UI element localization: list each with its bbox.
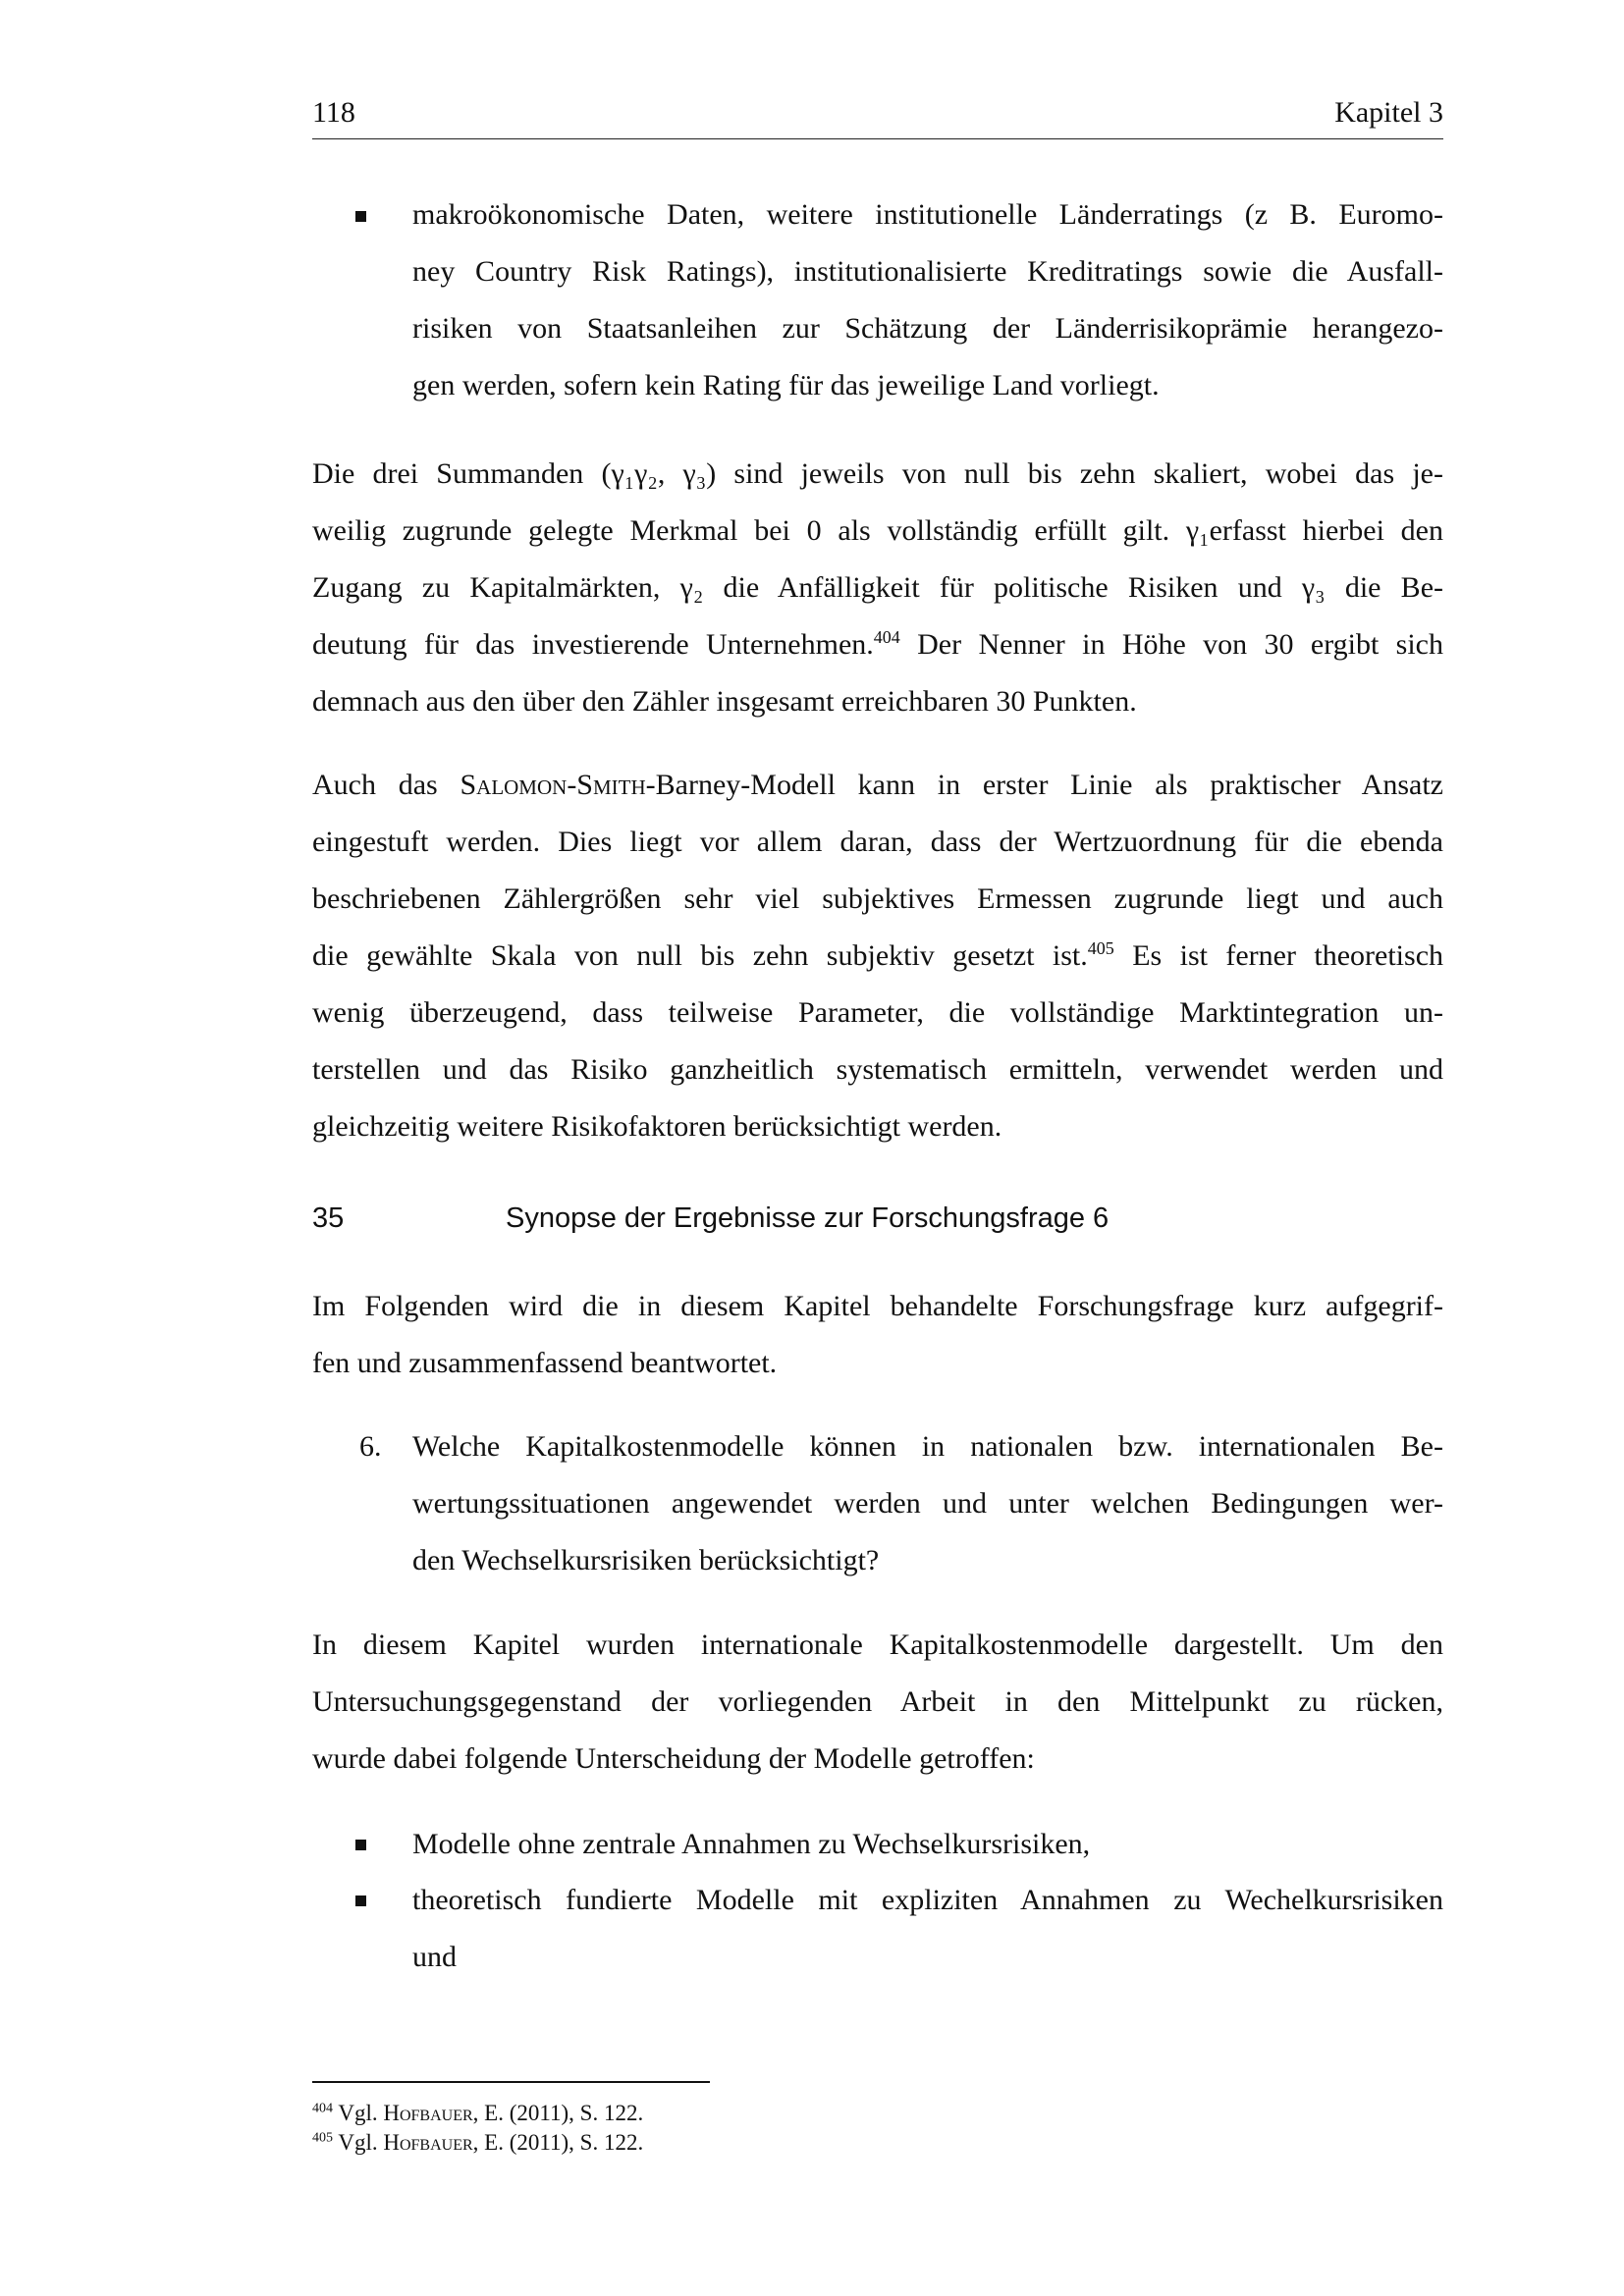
- text-line: Zugang zu Kapitalmärkten, γ₂ die Anfälligkeit für politische Risiken und γ₃ die Be-: [312, 571, 1443, 604]
- text: , E. (2011), S. 122.: [472, 2130, 644, 2155]
- text-line: [312, 757, 1443, 814]
- paragraph-intro: [312, 1278, 1443, 1392]
- running-header: [312, 96, 1443, 135]
- text-line: weilig zugrunde gelegte Merkmal bei 0 als vollständig erfüllt gilt. γ₁erfasst hierbei den: [312, 514, 1443, 547]
- text: Vgl.: [338, 2130, 384, 2155]
- text-line: den Wechselkursrisiken berücksichtigt?: [412, 1544, 880, 1576]
- footnote-405: [312, 2128, 643, 2158]
- text-line: und: [412, 1941, 457, 1973]
- footnote-404: [312, 2099, 643, 2128]
- paragraph-salomon-smith: [312, 757, 1443, 1155]
- text-line: theoretisch fundierte Modelle mit expliziten Annahmen zu Wechelkursrisiken: [412, 1884, 1443, 1916]
- text: -Barney-Modell kann in erster Linie als praktischer Ansatz: [645, 769, 1443, 801]
- text: Vgl.: [338, 2101, 384, 2125]
- paragraph-summanden: [312, 446, 1443, 730]
- text-line: demnach aus den über den Zähler insgesamt erreichbaren 30 Punkten.: [312, 685, 1137, 718]
- text-line: fen und zusammenfassend beantwortet.: [312, 1347, 778, 1379]
- text-line: Welche Kapitalkostenmodelle können in nationalen bzw. internationalen Be-: [412, 1430, 1443, 1463]
- bullet-marker: [355, 211, 366, 222]
- text-line: makroökonomische Daten, weitere institutionelle Länderratings (z B. Euromo-: [412, 198, 1443, 231]
- text-line: risiken von Staatsanleihen zur Schätzung der Länderrisikoprämie herangezo-: [412, 312, 1443, 345]
- text: Auch das: [312, 769, 460, 801]
- section-number: 35: [312, 1202, 345, 1234]
- header-rule: [312, 138, 1443, 139]
- text-line: [312, 616, 1443, 673]
- author-name: Hofbauer: [383, 2101, 473, 2125]
- text-line: Die drei Summanden (γ₁γ₂, γ₃) sind jeweils von null bis zehn skaliert, wobei das je-: [312, 457, 1443, 490]
- text-line: wurde dabei folgende Unterscheidung der Modelle getroffen:: [312, 1742, 1035, 1775]
- text-line: ney Country Risk Ratings), institutionalisierte Kreditratings sowie die Ausfall-: [412, 255, 1443, 288]
- text-line: gen werden, sofern kein Rating für das jeweilige Land vorliegt.: [412, 369, 1160, 401]
- text-line: Untersuchungsgegenstand der vorliegenden Arbeit in den Mittelpunkt zu rücken,: [312, 1685, 1443, 1718]
- bullet-item: [412, 1872, 1443, 1986]
- footnote-number: 404: [312, 2101, 333, 2116]
- footnote-rule: [312, 2081, 710, 2083]
- text-line: In diesem Kapitel wurden internationale Kapitalkostenmodelle dargestellt. Um den: [312, 1629, 1443, 1661]
- paragraph-summary: [312, 1617, 1443, 1788]
- text-line: beschriebenen Zählergrößen sehr viel subjektives Ermessen zugrunde liegt und auch: [312, 882, 1443, 915]
- bullet-marker: [355, 1840, 366, 1850]
- footnote-number: 405: [312, 2130, 333, 2146]
- text: Es ist ferner theoretisch: [1113, 939, 1444, 972]
- chapter-title: Kapitel 3: [1334, 96, 1443, 129]
- text: , E. (2011), S. 122.: [472, 2101, 644, 2125]
- text: Der Nenner in Höhe von 30 ergibt sich: [899, 628, 1443, 661]
- bullet-item: Modelle ohne zentrale Annahmen zu Wechselkursrisiken,: [412, 1828, 1091, 1860]
- bullet-marker: [355, 1896, 366, 1906]
- text-line: wertungssituationen angewendet werden und unter welchen Bedingungen wer-: [412, 1487, 1443, 1520]
- text-line: terstellen und das Risiko ganzheitlich systematisch ermitteln, verwendet werden und: [312, 1053, 1443, 1086]
- author-name: Hofbauer: [383, 2130, 473, 2155]
- text-line: gleichzeitig weitere Risikofaktoren berücksichtigt werden.: [312, 1110, 1002, 1143]
- text-line: Im Folgenden wird die in diesem Kapitel behandelte Forschungsfrage kurz aufgegrif-: [312, 1290, 1443, 1322]
- text: deutung für das investierende Unternehmen.: [312, 628, 874, 661]
- research-question: [412, 1418, 1443, 1589]
- section-title: Synopse der Ergebnisse zur Forschungsfrage 6: [506, 1202, 1110, 1234]
- bullet-item: [412, 187, 1443, 414]
- footnote-ref-405[interactable]: 405: [1087, 938, 1114, 958]
- text-line: wenig überzeugend, dass teilweise Parameter, die vollständige Marktintegration un-: [312, 996, 1443, 1029]
- question-number: 6.: [359, 1430, 382, 1463]
- text-line: [312, 928, 1443, 985]
- page-number: 118: [312, 96, 355, 129]
- author-name: Salomon-Smith: [460, 769, 646, 801]
- footnote-ref-404[interactable]: 404: [873, 627, 900, 647]
- text-line: eingestuft werden. Dies liegt vor allem daran, dass der Wertzuordnung für die ebenda: [312, 826, 1443, 858]
- text: die gewählte Skala von null bis zehn subjektiv gesetzt ist.: [312, 939, 1088, 972]
